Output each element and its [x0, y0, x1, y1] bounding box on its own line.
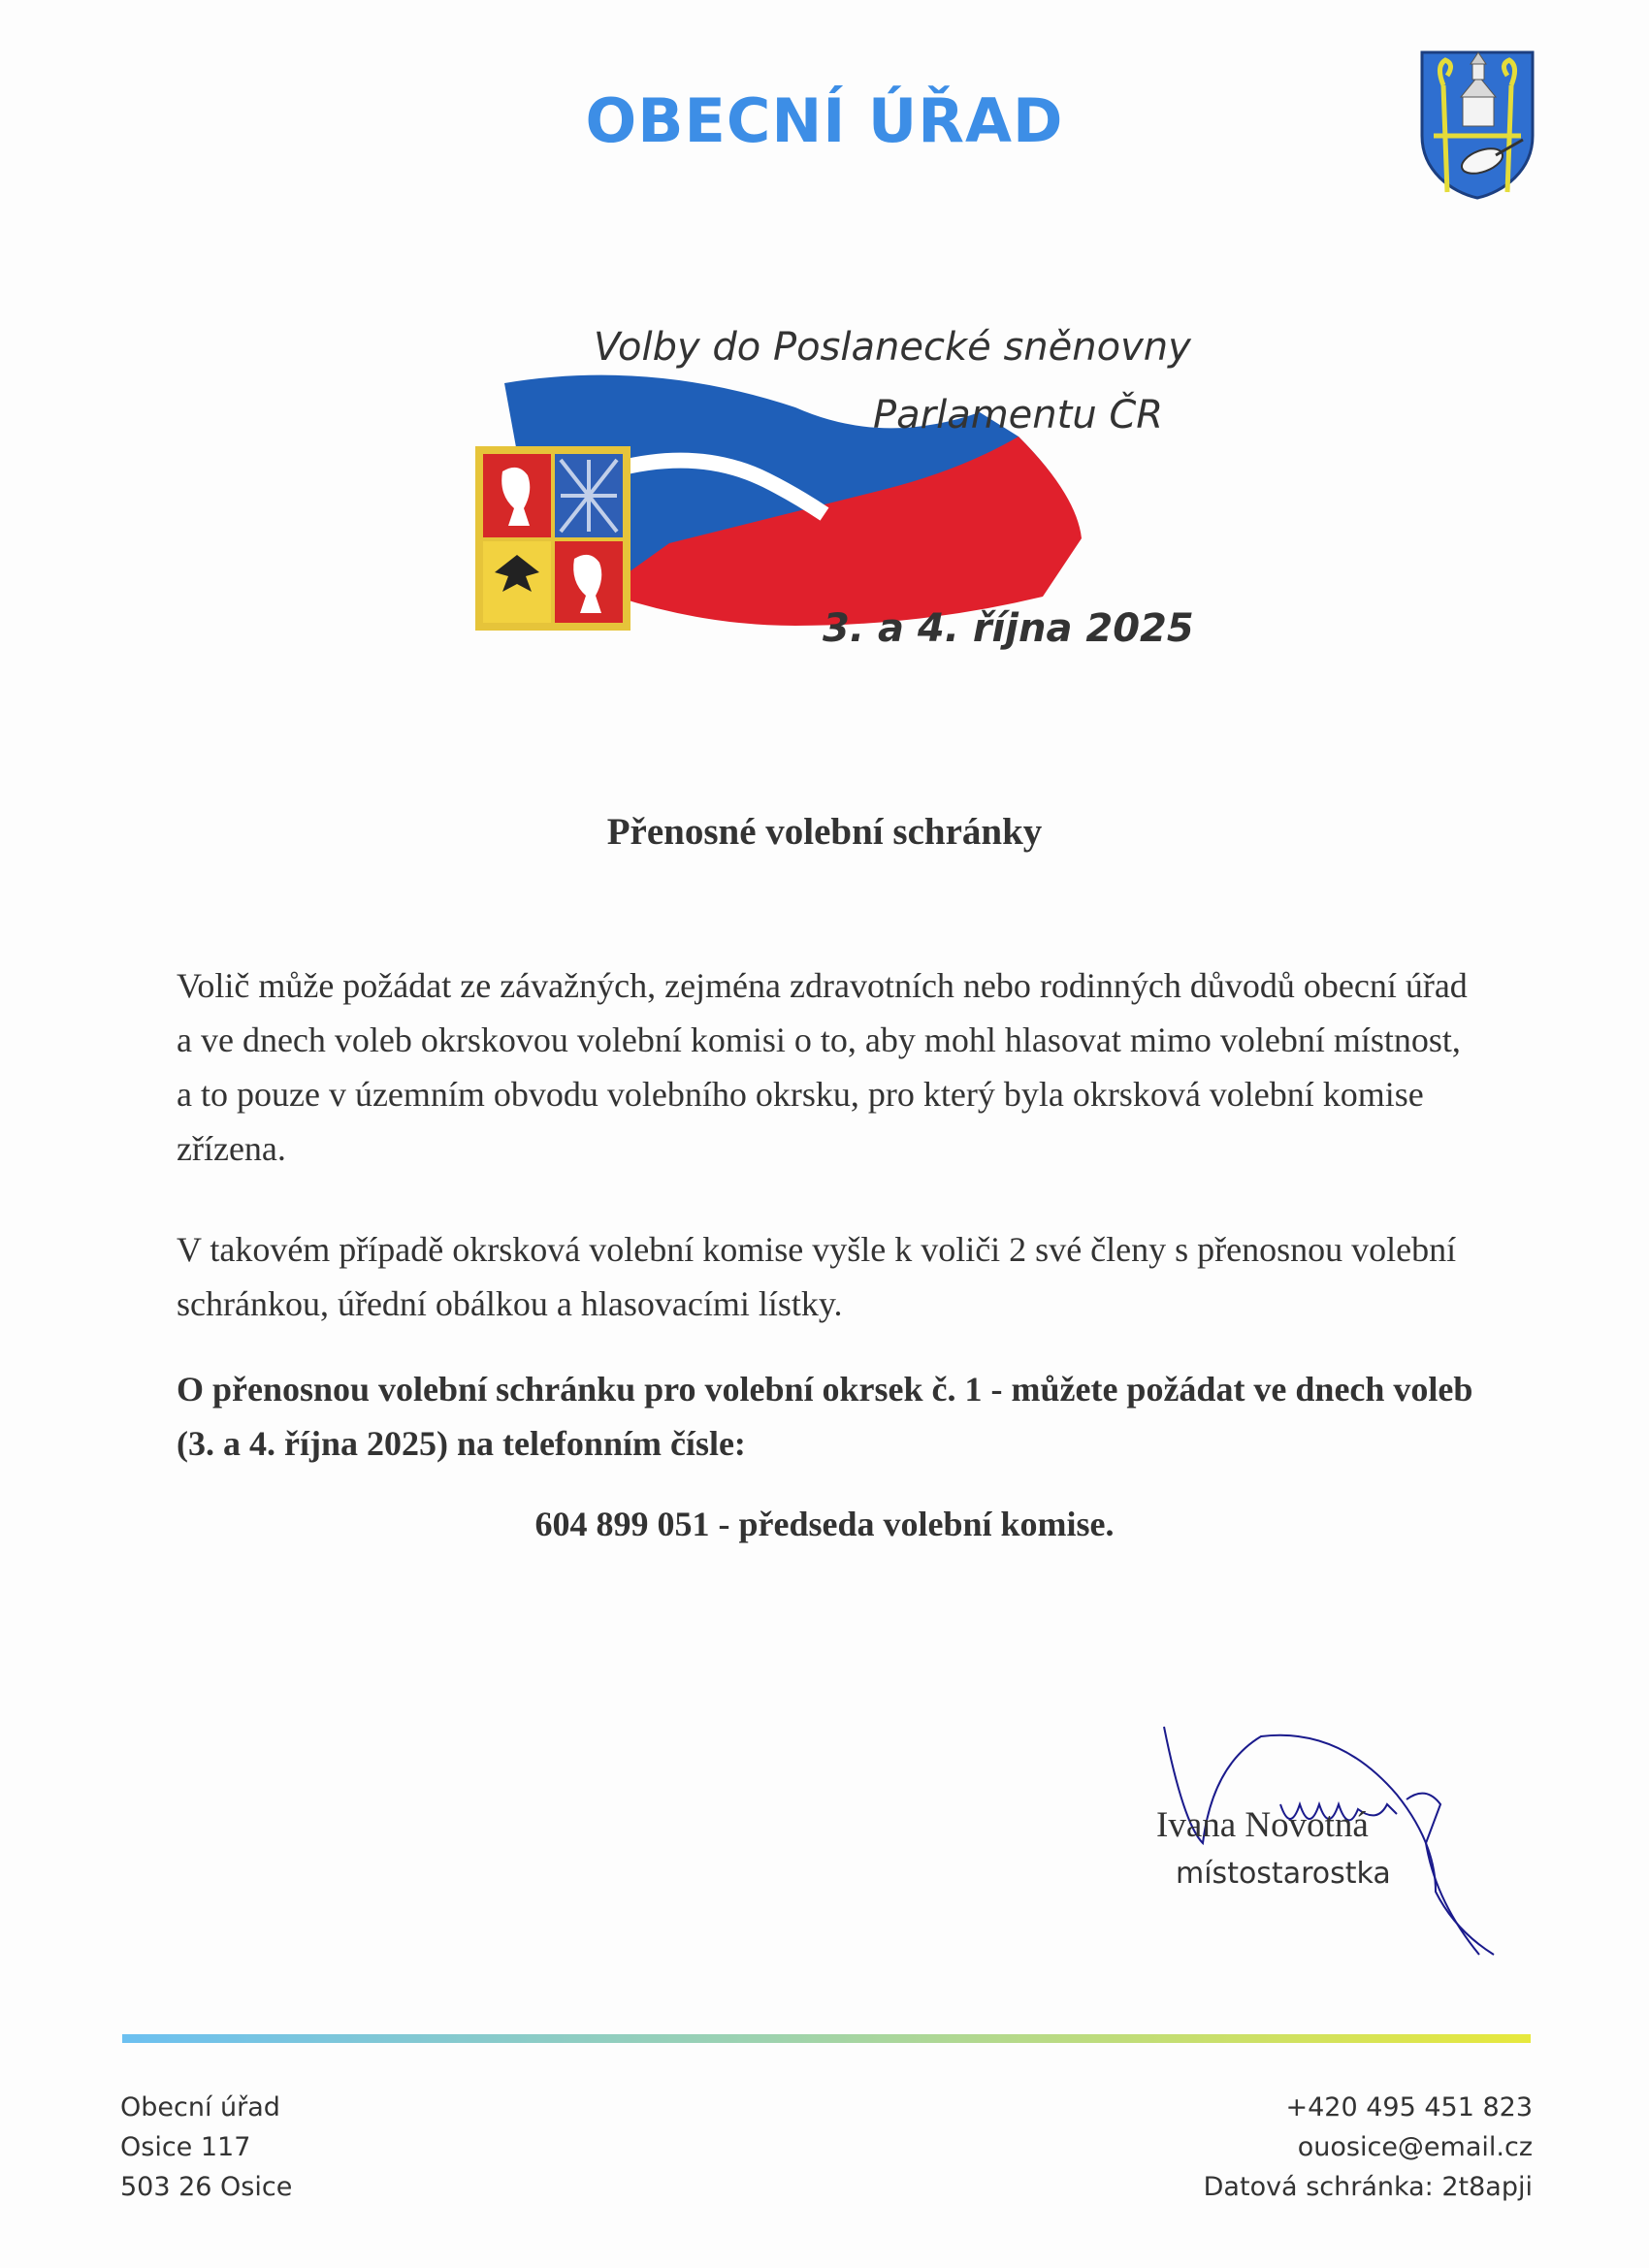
footer-city: 503 26 Osice — [120, 2172, 293, 2202]
municipal-coat-of-arms-icon — [1414, 47, 1540, 202]
signer-role: místostarostka — [1176, 1857, 1391, 1891]
banner-date: 3. a 4. října 2025 — [823, 606, 1194, 651]
footer-address — [120, 2088, 292, 2207]
signer-name: Ivana Novotná — [1156, 1805, 1369, 1845]
czech-state-emblem-icon — [475, 446, 630, 631]
footer-divider — [122, 2034, 1531, 2043]
contact-phone-line: 604 899 051 - předseda volební komise. — [534, 1505, 1115, 1543]
banner-title-line2: Parlamentu ČR — [873, 393, 1164, 437]
footer-email: ouosice@email.cz — [1297, 2132, 1533, 2162]
footer-street: Osice 117 — [120, 2132, 251, 2162]
banner-title-line1: Volby do Poslanecké sněnovny — [594, 325, 1191, 370]
footer-contacts — [1204, 2088, 1533, 2207]
document-heading: Přenosné volební schránky — [606, 811, 1043, 853]
office-title: OBECNÍ ÚŘAD — [585, 85, 1064, 156]
paragraph-procedure: V takovém případě okrsková volební komise vyšle k voliči 2 své členy s přenosnou volební schránkou, úřední obálkou a hlasovacími lístky. — [177, 1230, 1457, 1323]
footer-data-box: Datová schránka: 2t8apji — [1203, 2172, 1533, 2202]
paragraph-request-info: O přenosnou volební schránku pro volební okrsek č. 1 - můžete požádat ve dnech voleb (3. a 4. října 2025) na telefonním čísle: — [177, 1370, 1473, 1463]
footer-phone: +420 495 451 823 — [1285, 2092, 1533, 2122]
footer-office-name: Obecní úřad — [120, 2092, 280, 2122]
paragraph-eligibility: Volič může požádat ze závažných, zejména zdravotních nebo rodinných důvodů obecní úřad a ve dnech voleb okrskovou volební komisi o to, aby mohl hlasovat mimo volební místnost, a to pouze v územním obvodu volebního okrsku, pro který byla okrsková volební komise zřízena. — [177, 966, 1468, 1168]
